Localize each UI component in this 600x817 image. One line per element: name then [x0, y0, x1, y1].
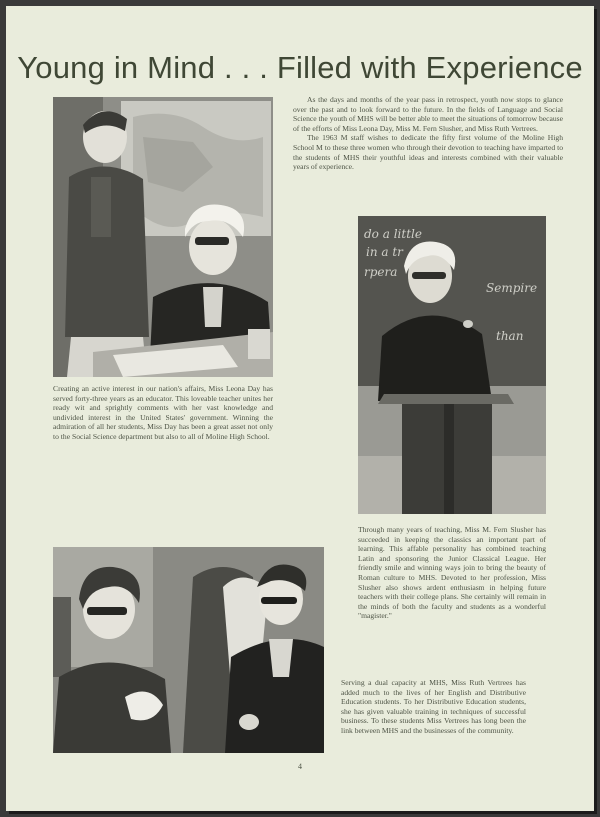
- photo-miss-day-image: [53, 97, 273, 377]
- page-number: 4: [298, 762, 302, 771]
- chalkboard-word: in a tr: [366, 245, 403, 259]
- photo-miss-slusher-image: [358, 216, 546, 514]
- intro-paragraph-2: The 1963 M staff wishes to dedicate the fifty first volume of the Moline High School M to these three women who through their devotion to teaching have imparted to the students of MHS their youthful ideas and interests combined with their valuable years of experience.: [293, 133, 563, 172]
- chalkboard-word: do a little: [364, 227, 422, 241]
- chalkboard-word: than: [496, 329, 524, 343]
- caption-miss-slusher: Through many years of teaching, Miss M. Fern Slusher has succeeded in keeping the classics an important part of learning. This affable personality has combined teaching Latin and sponsoring the Junior Classical League. Her friendly smile and winning ways join to bring the beauty of Roman culture to MHS. Devoted to her profession, Miss Slusher also shows ardent enthusiasm in helping future teachers with their college plans. She certainly will remain in the minds of both the faculty and students as a wonderful "magister.": [358, 525, 546, 621]
- photo-miss-slusher: [358, 216, 546, 514]
- photo-miss-vertrees-image: [53, 547, 324, 753]
- caption-miss-day: Creating an active interest in our nation's affairs, Miss Leona Day has served forty-three years as an educator. This loveable teacher unites her ready wit and sprightly comments with her vast knowledge and undivided interest in the United States' government. Winning the admiration of all her students, Miss Day has been a great asset not only to the Social Science department but also to all of Moline High School.: [53, 384, 273, 441]
- photo-miss-day: [53, 97, 273, 377]
- intro-text: [293, 95, 563, 172]
- page-title: Young in Mind . . . Filled with Experience: [17, 50, 583, 85]
- yearbook-page: [6, 6, 594, 811]
- intro-paragraph-1: As the days and months of the year pass in retrospect, youth now stops to glance over the past and to look forward to the future. In the fields of Language and Social Science the youth of MHS will be better able to meet the situations of tomorrow because of the efforts of Miss Leona Day, Miss M. Fern Slusher, and Miss Ruth Vertrees.: [293, 95, 563, 133]
- chalkboard-word: rpera: [364, 265, 398, 279]
- caption-miss-vertrees: Serving a dual capacity at MHS, Miss Ruth Vertrees has added much to the lives of her English and Distributive Education students. To her Distributive Education students, she has given valuable training in techniques of successful business. To these students Miss Vertrees has long been the link between MHS and the businesses of the community.: [341, 678, 526, 735]
- photo-miss-vertrees: [53, 547, 324, 753]
- chalkboard-word: Sempire: [486, 281, 538, 295]
